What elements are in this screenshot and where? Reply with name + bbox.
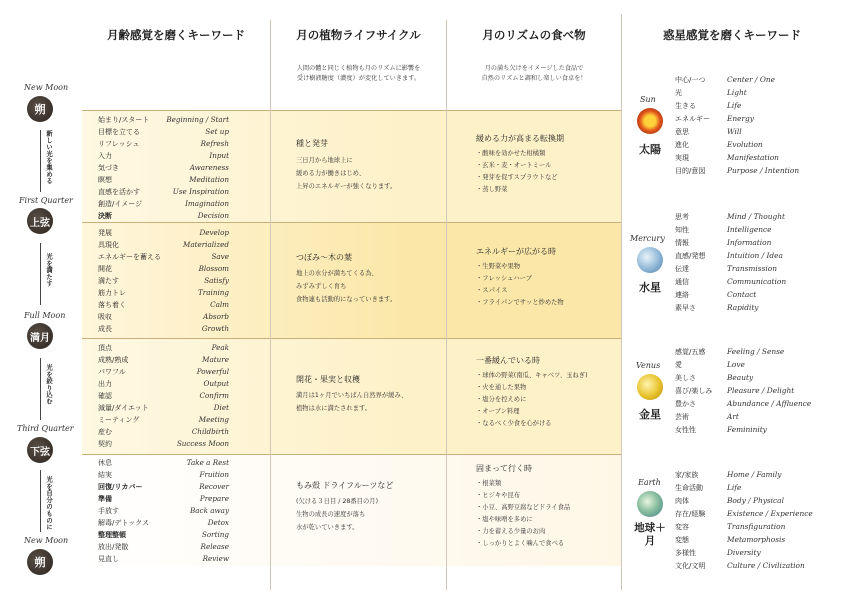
keyword-row xyxy=(98,457,229,469)
food-item: ・発芽を促すスプラウトなど xyxy=(476,174,558,181)
planet-keyword-jp: 情報 xyxy=(675,239,689,247)
keyword-row xyxy=(98,186,229,198)
stage-line xyxy=(40,130,41,192)
keyword-en: Sorting xyxy=(201,530,229,539)
column-divider xyxy=(446,20,447,590)
planet-keyword-en: Purpose / Intention xyxy=(727,166,800,175)
keyword-row xyxy=(98,239,229,251)
planet-keyword-en: Will xyxy=(727,127,742,136)
keyword-en: Input xyxy=(209,151,229,160)
stage-label-3: 光を絞り込む xyxy=(45,364,52,405)
planet-keyword-en: Femininity xyxy=(727,425,767,434)
keyword-jp: 満たす xyxy=(98,277,119,285)
planet-keyword-en: Abundance / Affluence xyxy=(727,399,812,408)
plant-cycle-header: 月の植物ライフサイクル xyxy=(296,28,421,42)
keyword-jp: 確認 xyxy=(98,392,112,400)
planet-keyword-en: Intuition / Idea xyxy=(727,251,783,260)
keyword-jp: 産む xyxy=(98,428,112,436)
planet-keyword-row xyxy=(675,276,835,289)
keyword-en: Back away xyxy=(189,506,229,515)
food-item: ・生野菜や果物 xyxy=(476,263,521,270)
keyword-jp: 休息 xyxy=(98,459,112,467)
keyword-en: Training xyxy=(198,288,229,297)
food-stage-title: 一番緩んでいる時 xyxy=(476,356,540,365)
keyword-jp: 吸収 xyxy=(98,313,112,321)
plant-stage-line: 地上の水分が満ちてくる為、 xyxy=(296,270,378,277)
planet-keyword-en: Manifestation xyxy=(727,153,779,162)
food-item: ・オーブン料理 xyxy=(476,408,520,415)
keyword-en: Meditation xyxy=(189,175,229,184)
keyword-en: Detox xyxy=(207,518,229,527)
keyword-row xyxy=(98,162,229,174)
separator xyxy=(82,110,621,111)
keyword-en: Blossom xyxy=(198,264,229,273)
keyword-row xyxy=(98,354,229,366)
planet-keyword-jp: 意思 xyxy=(675,128,689,136)
phase-label-new-moon-end: New Moon xyxy=(24,536,69,545)
earth-icon xyxy=(637,491,663,517)
keyword-jp: 整理整頓 xyxy=(98,531,126,539)
planet-keyword-row xyxy=(675,560,835,573)
planet-keyword-row xyxy=(675,87,835,100)
food-item: ・塩や味噌を多めに xyxy=(476,516,533,523)
keyword-row xyxy=(98,402,229,414)
planet-keyword-en: Transfiguration xyxy=(727,522,786,531)
keyword-row xyxy=(98,299,229,311)
keyword-jp: エネルギーを蓄える xyxy=(98,253,161,261)
planet-keyword-en: Feeling / Sense xyxy=(727,347,785,356)
keyword-jp: 決断 xyxy=(98,212,112,220)
planet-keyword-en: Information xyxy=(727,238,772,247)
phase-label-first-quarter: First Quarter xyxy=(19,196,73,205)
stage-label-4: 光を自分のものに xyxy=(45,476,52,531)
planet-keyword-en: Energy xyxy=(727,114,754,123)
planet-keyword-jp: 感覚/五感 xyxy=(675,348,706,356)
food-item: ・玄米・麦・オートミール xyxy=(476,162,552,169)
planet-keyword-jp: 女性性 xyxy=(675,426,696,434)
planet-keyword-jp: 直感/発想 xyxy=(675,252,706,260)
first-quarter-moon-icon: 上弦 xyxy=(27,208,53,234)
keyword-row xyxy=(98,287,229,299)
planet-keyword-row xyxy=(675,250,835,263)
food-item: ・塩分を控えめに xyxy=(476,396,527,403)
food-stage-title: エネルギーが広がる時 xyxy=(476,247,556,256)
keyword-en: Growth xyxy=(201,324,229,333)
keyword-row xyxy=(98,438,229,450)
planet-keyword-row xyxy=(675,139,835,152)
keyword-row xyxy=(98,210,229,222)
keyword-jp: リフレッシュ xyxy=(98,140,140,148)
keyword-jp: 出力 xyxy=(98,380,112,388)
keyword-row xyxy=(98,342,229,354)
planet-keyword-en: Intelligence xyxy=(727,225,772,234)
stage-line xyxy=(40,470,41,532)
food-item: ・フレッシュハーブ xyxy=(476,275,532,282)
plant-stage-title: 種と発芽 xyxy=(296,139,328,148)
keyword-row xyxy=(98,505,229,517)
keyword-en: Peak xyxy=(211,343,229,352)
keyword-row xyxy=(98,366,229,378)
keyword-en: Review xyxy=(202,554,229,563)
planet-keyword-en: Rapidity xyxy=(727,303,759,312)
planet-keyword-jp: 豊かさ xyxy=(675,400,696,408)
planet-keyword-en: Beauty xyxy=(727,373,754,382)
planet-keyword-jp: 喜び/楽しみ xyxy=(675,387,713,395)
planet-keyword-row xyxy=(675,211,835,224)
keyword-row xyxy=(98,114,229,126)
planet-keyword-en: Body / Physical xyxy=(727,496,784,505)
planet-keyword-en: Metamorphosis xyxy=(727,535,786,544)
planet-keyword-row xyxy=(675,521,835,534)
food-rhythm-header: 月のリズムの食べ物 xyxy=(482,28,586,42)
planet-name-jp: 太陽 xyxy=(639,143,661,156)
keyword-jp: 成熟/熟成 xyxy=(98,356,129,364)
keyword-en: Childbirth xyxy=(191,427,229,436)
planet-keyword-jp: 芸術 xyxy=(675,413,689,421)
keyword-jp: 見直し xyxy=(98,555,119,563)
planet-keyword-row xyxy=(675,224,835,237)
keyword-row xyxy=(98,481,229,493)
food-item: ・球体の野菜(南瓜、キャベツ、玉ねぎ) xyxy=(476,372,588,379)
sun-icon xyxy=(637,108,663,134)
plant-subheader-line2: 受け樹液糖度（濃度）が変化していきます。 xyxy=(296,75,421,82)
keyword-en: Confirm xyxy=(199,391,229,400)
keyword-en: Calm xyxy=(210,300,229,309)
plant-stage-line: 生物の成長の速度が落ち xyxy=(296,511,366,518)
planet-keyword-jp: 多様性 xyxy=(675,549,696,557)
plant-stage-line: 満月は1ヶ月でいちばん自然界が緩み、 xyxy=(296,392,408,399)
plant-stage-line: 食物連も活動的になっていきます。 xyxy=(296,296,397,303)
keyword-en: Use Inspiration xyxy=(172,187,229,196)
keyword-row xyxy=(98,150,229,162)
keyword-row xyxy=(98,138,229,150)
food-item: ・フライパンでサッと炒めた物 xyxy=(476,299,564,306)
planet-name-jp: 水星 xyxy=(639,281,661,294)
planet-name-en: Earth xyxy=(638,478,661,487)
food-item: ・蒸し野菜 xyxy=(476,186,508,193)
keyword-jp: 発展 xyxy=(98,229,112,237)
plant-stage-line: 三日月から地球上に xyxy=(296,157,353,164)
keyword-jp: 解毒/デトックス xyxy=(98,519,150,527)
full-moon-icon: 満月 xyxy=(27,323,53,349)
keyword-jp: 落ち着く xyxy=(98,301,126,309)
planet-keywords-header: 惑星感覚を磨くキーワード xyxy=(663,28,801,42)
planet-keyword-row xyxy=(675,346,835,359)
planet-keyword-row xyxy=(675,100,835,113)
keyword-en: Prepare xyxy=(199,494,229,503)
keyword-row xyxy=(98,198,229,210)
keyword-row xyxy=(98,126,229,138)
planet-keyword-row xyxy=(675,398,835,411)
keyword-row xyxy=(98,529,229,541)
planet-name-en: Venus xyxy=(636,361,661,370)
food-item: ・スパイス xyxy=(476,287,508,294)
planet-keyword-en: Transmission xyxy=(727,264,777,273)
keyword-en: Take a Rest xyxy=(186,458,229,467)
phase-label-third-quarter: Third Quarter xyxy=(17,424,74,433)
planet-name-en: Sun xyxy=(640,95,656,104)
column-divider xyxy=(270,20,271,590)
planet-keyword-en: Life xyxy=(727,483,742,492)
planet-keyword-en: Contact xyxy=(727,290,757,299)
keyword-row xyxy=(98,414,229,426)
keyword-jp: 放出/発散 xyxy=(98,543,129,551)
planet-keyword-en: Love xyxy=(727,360,745,369)
food-subheader-line1: 月の満ち欠けをイメージした食品で xyxy=(484,65,584,72)
venus-icon xyxy=(637,374,663,400)
new-moon-icon: 朔 xyxy=(27,96,53,122)
plant-stage-line: 水が乾いていきます。 xyxy=(296,524,359,531)
planet-keyword-en: Diversity xyxy=(727,548,761,557)
lunar-keywords-header: 月齢感覚を磨くキーワード xyxy=(107,28,245,42)
keyword-jp: 回復/リカバー xyxy=(98,483,143,491)
planet-keyword-en: Mind / Thought xyxy=(727,212,785,221)
keyword-en: Diet xyxy=(213,403,229,412)
planet-keyword-en: Home / Family xyxy=(727,470,782,479)
keyword-jp: 始まり/スタート xyxy=(98,116,150,124)
keyword-row xyxy=(98,323,229,335)
keyword-jp: ミーティング xyxy=(98,416,140,424)
planet-keyword-jp: 連絡 xyxy=(675,291,689,299)
planet-keyword-jp: 目的/意図 xyxy=(675,167,706,175)
planet-keyword-en: Light xyxy=(727,88,747,97)
plant-subheader-line1: 人間の體と同じく植物も月のリズムに影響を xyxy=(296,65,421,72)
planet-keyword-en: Communication xyxy=(727,277,787,286)
keyword-en: Imagination xyxy=(185,199,229,208)
keyword-row xyxy=(98,174,229,186)
food-item: ・ヒジキや昆布 xyxy=(476,492,521,499)
plant-stage-line: みずみずしく育ち xyxy=(296,283,347,290)
planet-name-jp: 金星 xyxy=(639,408,661,421)
planet-keyword-row xyxy=(675,263,835,276)
stage-label-2: 光を満たす xyxy=(45,253,52,287)
planet-keyword-jp: 素早さ xyxy=(675,304,696,312)
separator xyxy=(82,454,621,455)
new-moon-end-icon: 朔 xyxy=(27,549,53,575)
planet-keyword-jp: 肉体 xyxy=(675,497,689,505)
keyword-en: Refresh xyxy=(200,139,229,148)
keyword-en: Materialized xyxy=(182,240,229,249)
keyword-en: Powerful xyxy=(196,367,229,376)
plant-stage-title: つぼみ〜木の葉 xyxy=(296,253,352,262)
keyword-en: Output xyxy=(203,379,229,388)
stage-line xyxy=(40,358,41,420)
food-item: ・力を蓄える少量のお肉 xyxy=(476,528,546,535)
keyword-jp: 手放す xyxy=(98,507,119,515)
keyword-row xyxy=(98,275,229,287)
food-item: ・根菜類 xyxy=(476,480,502,487)
planet-keyword-row xyxy=(675,385,835,398)
keyword-row xyxy=(98,227,229,239)
keyword-row xyxy=(98,541,229,553)
planet-keyword-row xyxy=(675,165,835,178)
planet-keyword-jp: 進化 xyxy=(675,141,689,149)
planet-keyword-row xyxy=(675,289,835,302)
keyword-jp: 入力 xyxy=(98,152,112,160)
phase-label-new-moon: New Moon xyxy=(24,83,69,92)
planet-keyword-row xyxy=(675,508,835,521)
keyword-en: Release xyxy=(200,542,229,551)
keyword-jp: 具現化 xyxy=(98,241,119,249)
planet-keyword-jp: 思考 xyxy=(675,213,689,221)
planet-keyword-jp: エネルギー xyxy=(675,115,710,123)
food-subheader-line2: 自然のリズムと調和し楽しい食卓を！ xyxy=(481,75,587,82)
keyword-jp: 直感を活かす xyxy=(98,188,140,196)
stage-label-1: 新しい光を集める xyxy=(45,130,52,185)
third-quarter-moon-icon: 下弦 xyxy=(27,437,53,463)
planet-keyword-row xyxy=(675,113,835,126)
keyword-jp: 創造/イメージ xyxy=(98,200,143,208)
planet-keyword-row xyxy=(675,302,835,315)
keyword-row xyxy=(98,517,229,529)
keyword-en: Satisfy xyxy=(204,276,229,285)
keyword-en: Develop xyxy=(199,228,229,237)
planet-keyword-row xyxy=(675,482,835,495)
planet-keyword-jp: 伝達 xyxy=(675,265,689,273)
food-stage-title: 固まって行く時 xyxy=(476,464,532,473)
keyword-jp: パワフル xyxy=(98,368,126,376)
planet-keyword-jp: 知性 xyxy=(675,226,689,234)
planet-keyword-row xyxy=(675,547,835,560)
planet-keyword-en: Center / One xyxy=(727,75,776,84)
keyword-en: Success Moon xyxy=(176,439,229,448)
keyword-row xyxy=(98,378,229,390)
food-item: ・火を通した果物 xyxy=(476,384,527,391)
keyword-row xyxy=(98,493,229,505)
keyword-en: Set up xyxy=(205,127,229,136)
planet-keyword-en: Art xyxy=(727,412,739,421)
keyword-en: Meeting xyxy=(198,415,229,424)
planet-keyword-en: Evolution xyxy=(727,140,763,149)
planet-keyword-row xyxy=(675,469,835,482)
keyword-jp: 目標を立てる xyxy=(98,128,140,136)
plant-stage-title: もみ殻 ドライフルーツなど xyxy=(296,481,394,490)
keyword-row xyxy=(98,390,229,402)
planet-keyword-row xyxy=(675,359,835,372)
keyword-en: Decision xyxy=(197,211,229,220)
planet-keyword-en: Existence / Experience xyxy=(727,509,813,518)
column-divider xyxy=(621,14,622,590)
keyword-en: Save xyxy=(211,252,229,261)
planet-keyword-row xyxy=(675,126,835,139)
keyword-row xyxy=(98,426,229,438)
planet-name-en: Mercury xyxy=(630,234,665,243)
mercury-icon xyxy=(637,247,663,273)
food-item: ・なるべく少食を心がける xyxy=(476,420,552,427)
keyword-en: Mature xyxy=(202,355,229,364)
planet-keyword-en: Culture / Civilization xyxy=(727,561,805,570)
keyword-jp: 成長 xyxy=(98,325,112,333)
planet-name-jp: 地球＋月 xyxy=(634,522,666,547)
keyword-row xyxy=(98,553,229,565)
stage-line xyxy=(40,243,41,305)
planet-keyword-jp: 光 xyxy=(675,89,682,97)
plant-stage-line: (欠ける３日目 / 28番目の月) xyxy=(296,498,379,505)
planet-keyword-jp: 生命活動 xyxy=(675,484,703,492)
keyword-jp: 気づき xyxy=(98,164,119,172)
keyword-en: Beginning / Start xyxy=(166,115,229,124)
food-item: ・酸味を効かせた柑橘類 xyxy=(476,150,546,157)
plant-stage-line: 植物は水に満たされます。 xyxy=(296,405,372,412)
keyword-jp: 結実 xyxy=(98,471,112,479)
keyword-jp: 筋力トレ xyxy=(98,289,126,297)
planet-keyword-jp: 中心/一つ xyxy=(675,76,706,84)
planet-keyword-jp: 存在/経験 xyxy=(675,510,706,518)
food-stage-title: 緩める力が高まる転換期 xyxy=(476,134,564,143)
plant-stage-line: 緩める力が働きはじめ、 xyxy=(296,170,366,177)
keyword-en: Fruition xyxy=(199,470,229,479)
keyword-jp: 開花 xyxy=(98,265,112,273)
keyword-jp: 瞑想 xyxy=(98,176,112,184)
phase-label-full-moon: Full Moon xyxy=(24,311,66,320)
planet-keyword-jp: 家/家族 xyxy=(675,471,699,479)
planet-keyword-row xyxy=(675,152,835,165)
planet-keyword-jp: 通信 xyxy=(675,278,689,286)
planet-keyword-row xyxy=(675,424,835,437)
plant-stage-title: 開花・果実と収穫 xyxy=(296,375,360,384)
planet-keyword-jp: 変態 xyxy=(675,536,689,544)
separator xyxy=(82,338,621,339)
planet-keyword-row xyxy=(675,372,835,385)
planet-keyword-row xyxy=(675,495,835,508)
planet-keyword-row xyxy=(675,74,835,87)
keyword-row xyxy=(98,469,229,481)
food-item: ・小豆、高野豆腐などドライ食品 xyxy=(476,504,571,511)
keyword-en: Awareness xyxy=(189,163,229,172)
keyword-row xyxy=(98,311,229,323)
planet-keyword-row xyxy=(675,534,835,547)
plant-stage-line: 上昇のエネルギーが強くなります。 xyxy=(296,183,397,190)
planet-keyword-jp: 実現 xyxy=(675,154,689,162)
keyword-jp: 減量/ダイエット xyxy=(98,404,149,412)
planet-keyword-jp: 変容 xyxy=(675,523,689,531)
keyword-jp: 頂点 xyxy=(98,344,112,352)
planet-keyword-en: Pleasure / Delight xyxy=(727,386,795,395)
planet-keyword-jp: 愛 xyxy=(675,361,682,369)
planet-keyword-row xyxy=(675,237,835,250)
keyword-en: Absorb xyxy=(203,312,229,321)
keyword-jp: 準備 xyxy=(98,495,112,503)
food-item: ・しっかりとよく噛んで食べる xyxy=(476,540,565,547)
planet-keyword-row xyxy=(675,411,835,424)
planet-keyword-jp: 文化/文明 xyxy=(675,562,706,570)
planet-keyword-en: Life xyxy=(727,101,742,110)
keyword-row xyxy=(98,263,229,275)
planet-keyword-jp: 美しさ xyxy=(675,374,696,382)
keyword-jp: 契約 xyxy=(98,440,112,448)
planet-keyword-jp: 生きる xyxy=(675,102,696,110)
keyword-row xyxy=(98,251,229,263)
keyword-en: Recover xyxy=(199,482,229,491)
